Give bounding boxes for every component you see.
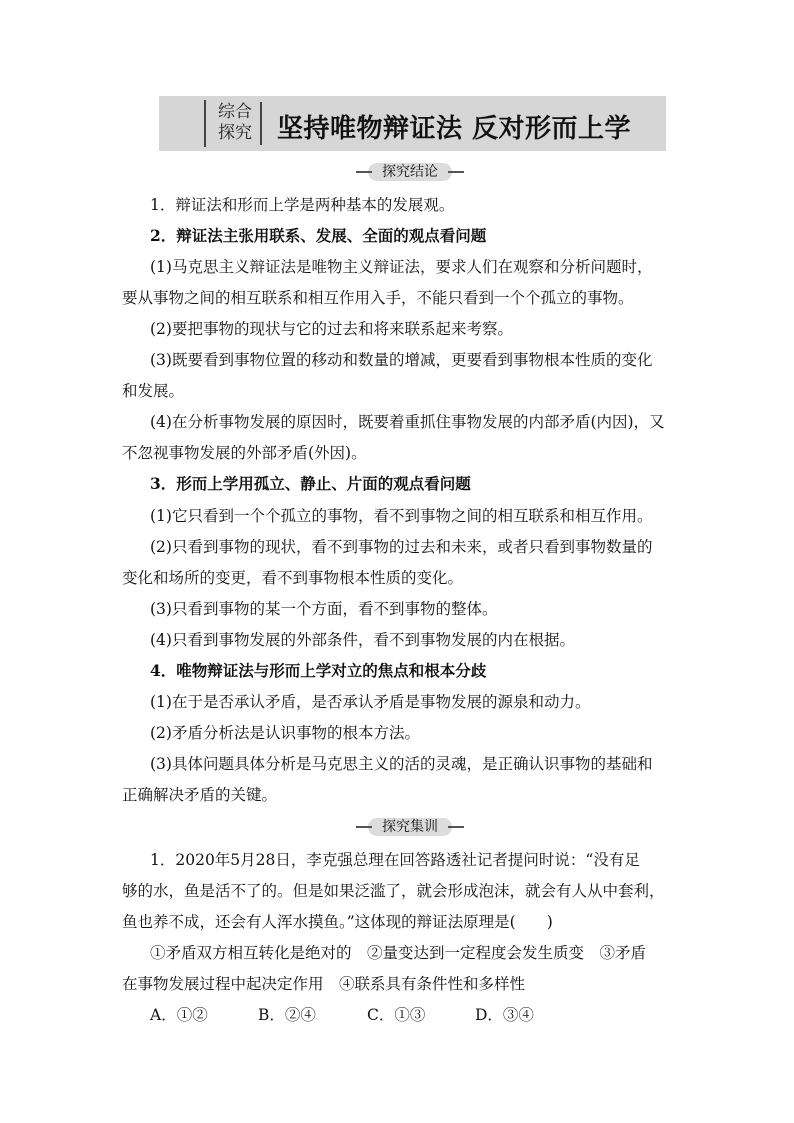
banner-left-bar: [204, 100, 206, 147]
conclusion-2-1-line1: (1)马克思主义辩证法是唯物主义辩证法，要求人们在观察和分析问题时，: [150, 258, 653, 276]
conclusion-point-4: 4．唯物辩证法与形而上学对立的焦点和根本分歧: [150, 661, 487, 680]
conclusion-2-4-line1: (4)在分析事物发展的原因时，既要着重抓住事物发展的内部矛盾(内因)，又: [150, 413, 665, 431]
conclusion-2-3-line2: 和发展。: [122, 382, 185, 400]
conclusion-4-3-line1: (3)具体问题具体分析是马克思主义的活的灵魂，是正确认识事物的基础和: [150, 755, 653, 773]
conclusion-point-1: 1．辩证法和形而上学是两种基本的发展观。: [150, 196, 455, 214]
conclusion-4-2: (2)矛盾分析法是认识事物的根本方法。: [150, 724, 420, 742]
conclusion-3-2-line1: (2)只看到事物的现状，看不到事物的过去和未来，或者只看到事物数量的: [150, 538, 653, 556]
banner-tag-line2: 探究: [218, 123, 252, 143]
banner-separator: [260, 102, 262, 145]
banner-tag-line1: 综合: [218, 102, 252, 122]
conclusion-4-1: (1)在于是否承认矛盾，是否承认矛盾是事物发展的源泉和动力。: [150, 693, 591, 711]
section-label-practice: 探究集训: [368, 818, 452, 836]
conclusion-3-2-line2: 变化和场所的变更，看不到事物根本性质的变化。: [122, 569, 464, 587]
section-label-conclusion: 探究结论: [368, 163, 452, 181]
conclusion-2-3-line1: (3)既要看到事物位置的移动和数量的增减，更要看到事物根本性质的变化: [150, 351, 653, 369]
conclusion-3-1: (1)它只看到一个个孤立的事物，看不到事物之间的相互联系和相互作用。: [150, 507, 653, 525]
section-banner: [159, 96, 666, 151]
option-b[interactable]: B．②④: [258, 1006, 316, 1024]
conclusion-3-4: (4)只看到事物发展的外部条件，看不到事物发展的内在根据。: [150, 631, 575, 649]
option-a[interactable]: A．①②: [150, 1006, 208, 1024]
question-1-line1: 1．2020年5月28日，李克强总理在回答路透社记者提问时说：“没有足: [150, 851, 640, 869]
banner-tag: [212, 102, 258, 146]
conclusion-2-2: (2)要把事物的现状与它的过去和将来联系起来考察。: [150, 320, 513, 338]
option-d[interactable]: D．③④: [475, 1006, 534, 1024]
option-c[interactable]: C．①③: [367, 1006, 426, 1024]
conclusion-2-4-line2: 不忽视事物发展的外部矛盾(外因)。: [122, 444, 367, 462]
question-1-statements-line2: 在事物发展过程中起决定作用 ④联系具有条件性和多样性: [122, 975, 526, 993]
conclusion-3-3: (3)只看到事物的某一个方面，看不到事物的整体。: [150, 600, 498, 618]
conclusion-2-1-line2: 要从事物之间的相互联系和相互作用入手，不能只看到一个个孤立的事物。: [122, 289, 634, 307]
page-title: 坚持唯物辩证法 反对形而上学: [277, 114, 632, 144]
question-1-line3: 鱼也养不成，还会有人浑水摸鱼。”这体现的辩证法原理是( ): [122, 913, 553, 931]
conclusion-point-3: 3．形而上学用孤立、静止、片面的观点看问题: [150, 474, 471, 493]
conclusion-point-2: 2．辩证法主张用联系、发展、全面的观点看问题: [150, 226, 487, 245]
conclusion-4-3-line2: 正确解决矛盾的关键。: [122, 786, 278, 804]
question-1-line2: 够的水，鱼是活不了的。但是如果泛滥了，就会形成泡沫，就会有人从中套利，: [122, 882, 665, 900]
question-1-statements-line1: ①矛盾双方相互转化是绝对的 ②量变达到一定程度会发生质变 ③矛盾: [150, 944, 647, 962]
